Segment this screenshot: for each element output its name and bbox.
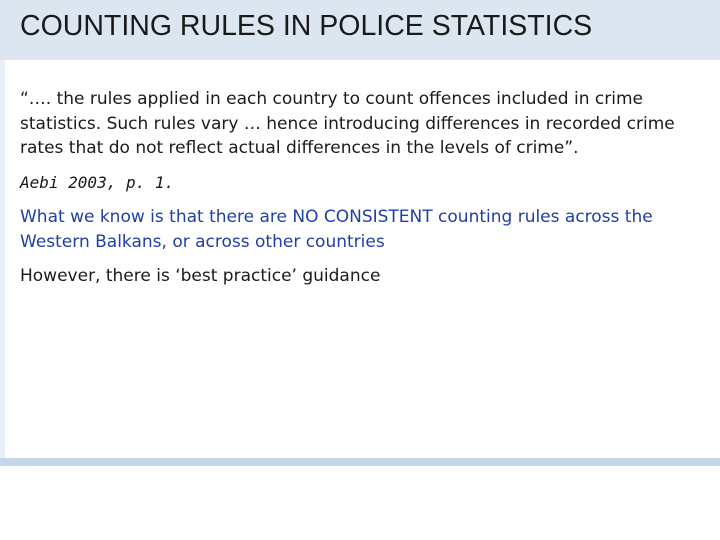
bottom-divider-bar	[0, 458, 720, 466]
quote-text: “…. the rules applied in each country to count offences included in crime statistics. Such rules vary … hence introducing differences in recorded crime rates that do not reflect actual differences in the levels of crime”.	[20, 89, 675, 158]
slide-body	[20, 87, 700, 289]
consistency-statement: What we know is that there are NO CONSISTENT counting rules across the Western Balkans, or across other countries	[20, 207, 653, 252]
left-accent-rule	[0, 60, 5, 458]
guidance-text: However, there is ‘best practice’ guidance	[20, 266, 381, 286]
slide-title: COUNTING RULES IN POLICE STATISTICS	[20, 10, 593, 42]
title-bar	[0, 0, 720, 60]
citation: Aebi 2003, p. 1.	[20, 172, 175, 192]
